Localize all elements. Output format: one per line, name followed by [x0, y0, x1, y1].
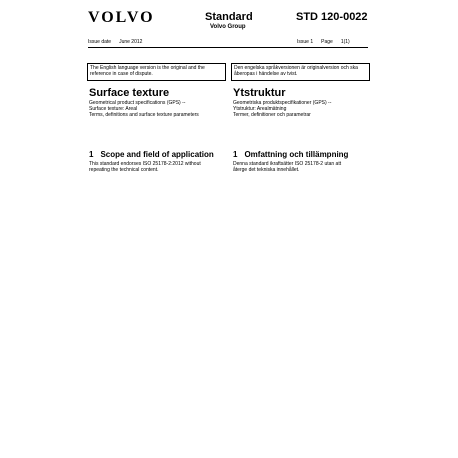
english-subtitle-line: Terms, definitions and surface texture parameters — [89, 112, 199, 118]
english-language-notice: The English language version is the original and the reference in case of dispute. — [87, 63, 226, 81]
issue-page-row — [297, 39, 358, 45]
english-body-line: This standard endorses ISO 25178-2:2012 without — [89, 161, 201, 167]
organization-name: Volvo Group — [210, 24, 246, 30]
swedish-subtitle-line: Geometriska produktspecifikationer (GPS) -- — [233, 100, 332, 106]
swedish-section-heading — [233, 150, 373, 159]
english-body-line: repeating the technical content. — [89, 167, 159, 173]
swedish-section-number: 1 — [233, 150, 238, 159]
page-value: 1(1) — [340, 39, 350, 45]
english-section-heading — [89, 150, 229, 159]
issue-date-value: June 2012 — [119, 39, 143, 45]
english-subtitle-line: Geometrical product specifications (GPS) -- — [89, 100, 186, 106]
document-number: STD 120-0022 — [296, 11, 368, 23]
english-subtitle-line: Surface texture: Areal — [89, 106, 138, 112]
english-title: Surface texture — [89, 87, 170, 99]
swedish-subtitle-line: Termer, definitioner och parametrar — [233, 112, 311, 118]
swedish-body-line: återge det tekniska innehållet. — [233, 167, 300, 173]
swedish-body-line: Denna standard ikraftsätter ISO 25178-2 utan att — [233, 161, 342, 167]
issue-date-label: Issue date — [88, 39, 112, 45]
volvo-logo: VOLVO — [88, 9, 155, 26]
document-type: Standard — [205, 11, 253, 23]
swedish-title: Ytstruktur — [233, 87, 286, 99]
english-section-title: Scope and field of application — [100, 150, 214, 159]
header-divider — [88, 47, 368, 48]
swedish-section-body — [233, 161, 373, 173]
issue-date-row — [88, 39, 150, 45]
page-label: Page — [321, 39, 333, 45]
english-section-number: 1 — [89, 150, 94, 159]
swedish-language-notice: Den engelska språkversionen är originalversion och ska åberopas i händelse av tvist. — [231, 63, 370, 81]
issue-number: Issue 1 — [297, 39, 314, 45]
swedish-subtitle-line: Ytstruktur: Arealmätning — [233, 106, 287, 112]
english-section-body — [89, 161, 229, 173]
swedish-subtitle — [233, 100, 373, 118]
swedish-section-title: Omfattning och tillämpning — [244, 150, 349, 159]
english-subtitle — [89, 100, 229, 118]
